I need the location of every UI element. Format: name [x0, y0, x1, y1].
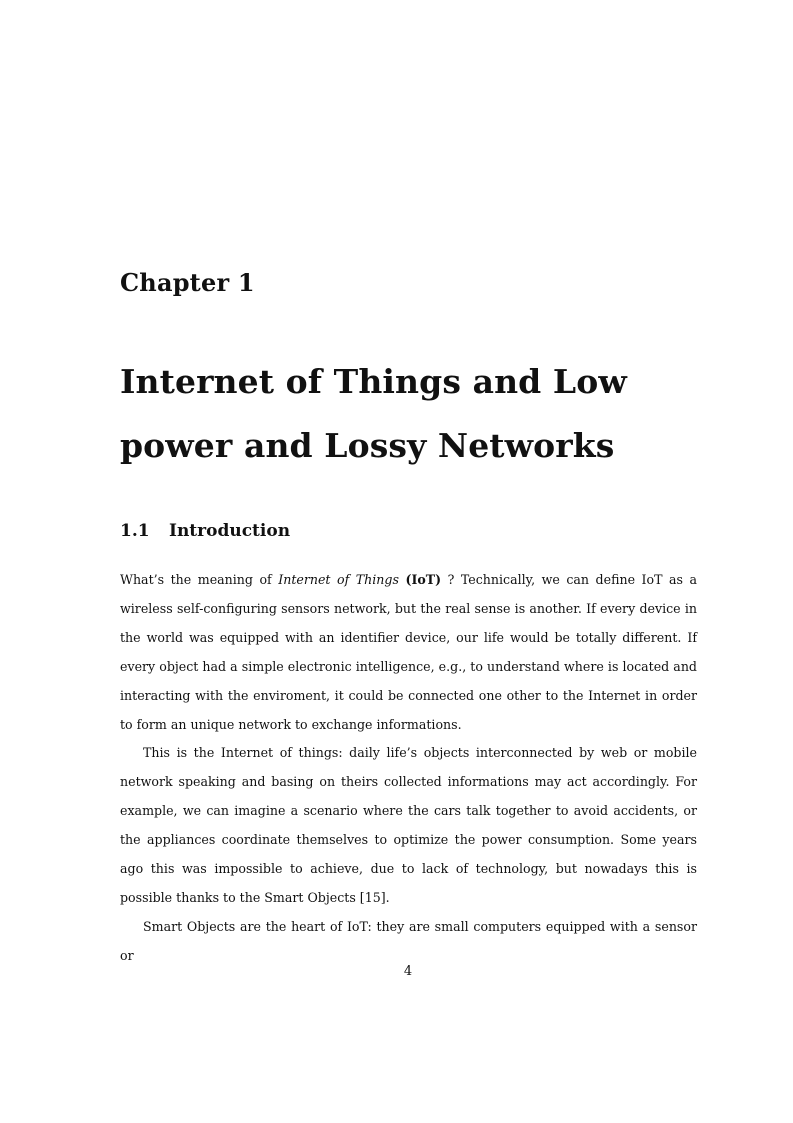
paragraph-1-lead: What’s the meaning of	[120, 572, 279, 587]
paragraph-3: Smart Objects are the heart of IoT: they are small computers equipped with a sensor or	[120, 918, 697, 963]
paragraph-1	[120, 566, 697, 739]
paragraph-1-bold-acronym: (IoT)	[405, 572, 442, 587]
chapter-title: Internet of Things and Low power and Lossy Networks	[120, 362, 627, 465]
section-title: Introduction	[169, 521, 291, 541]
paragraph-1-italic-term: Internet of Things	[278, 572, 399, 587]
section-heading	[120, 521, 290, 541]
page-number: 4	[403, 964, 413, 979]
chapter-label: Chapter 1	[120, 268, 255, 297]
section-number: 1.1	[120, 521, 150, 541]
paragraph-1-rest: ? Technically, we can define IoT as a wireless self-configuring sensors network, but the real sense is another. If every device in the world was equipped with an identifier device, our life would be totally different. If every object had a simple electronic intelligence, e.g., to understand where is located and interacting with the enviroment, it could be connected one other to the Internet in order to form an unique network to exchange informations.	[120, 572, 698, 732]
paragraph-2: This is the Internet of things: daily life’s objects interconnected by web or mobile network speaking and basing on theirs collected informations may act accordingly. For example, we can imagine a scenario where the cars talk together to avoid accidents, or the appliances coordinate themselves to optimize the power consumption. Some years ago this was impossible to achieve, due to lack of technology, but nowadays this is possible thanks to the Smart Objects [15].	[120, 745, 697, 905]
body-text	[120, 566, 697, 971]
